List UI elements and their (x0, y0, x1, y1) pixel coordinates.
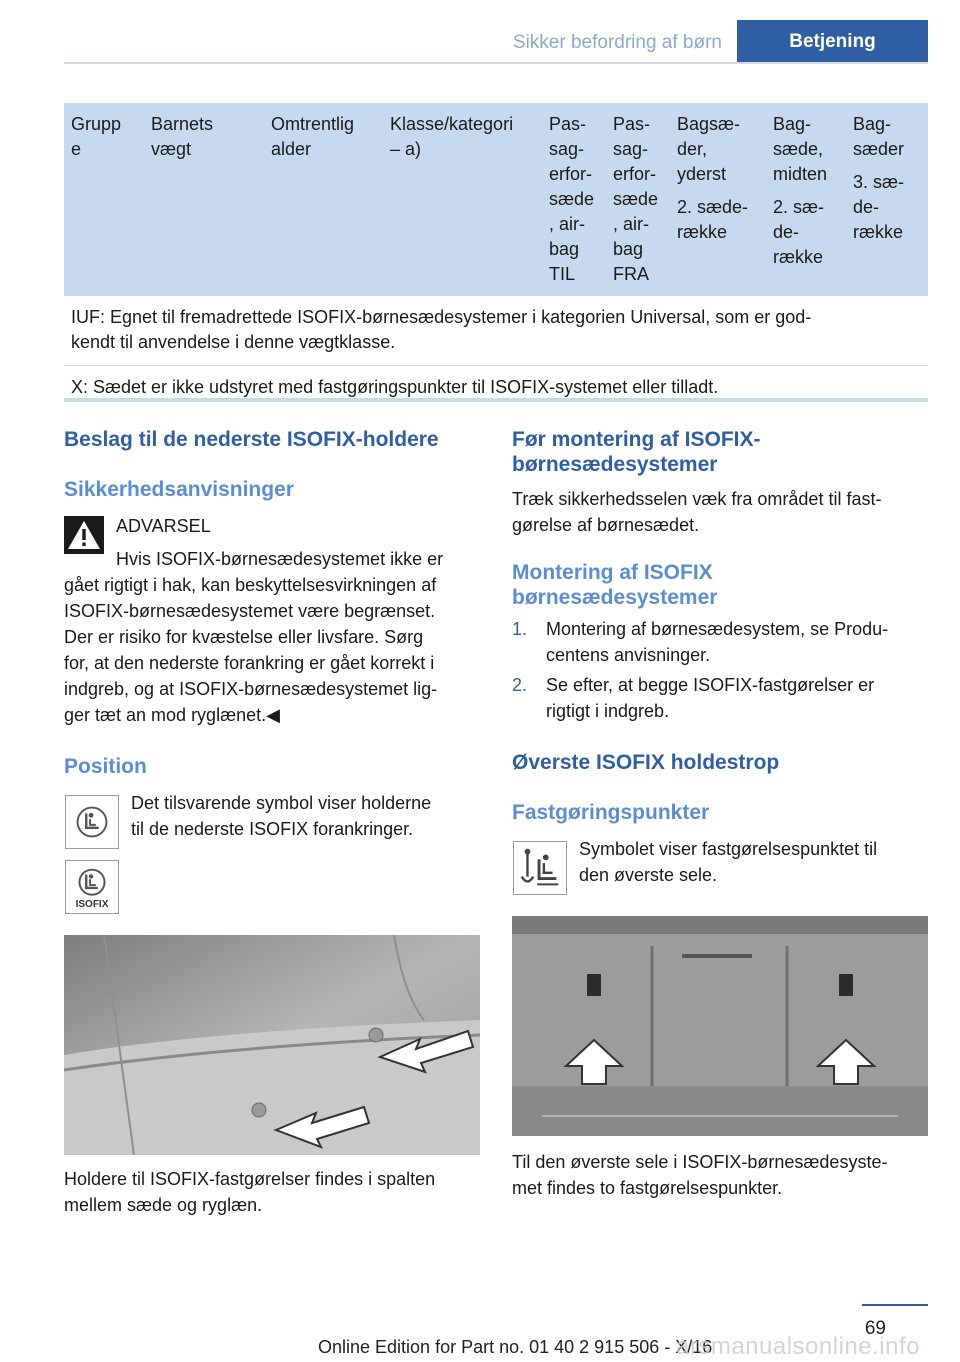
watermark: arsmanualsonline.info (676, 1333, 920, 1360)
isofix-icon-label: ISOFIX (75, 899, 109, 910)
fastening-text-line: Symbolet viser fastgørelsespunktet til (579, 839, 878, 859)
table-header-cell: Pas- sag- erfor- sæde , air- bag FRA (606, 103, 670, 296)
intro-text-line: gørelse af børnesædet. (512, 515, 700, 535)
table-header-cell: Bagsæ- der, yderst 2. sæde- række (670, 103, 766, 296)
isofix-table (64, 103, 928, 410)
warning-text-line: Hvis ISOFIX-børnesædesystemet ikke er (116, 549, 444, 569)
table-header-cell: Bag- sæder 3. sæ- de- række (846, 103, 928, 296)
position-text-line: til de nederste ISOFIX forankringer. (131, 819, 414, 839)
seat-photo (64, 935, 480, 1155)
trunk-photo (512, 916, 928, 1136)
safety-heading: Sikkerhedsanvisninger (64, 478, 294, 501)
warning-label: ADVARSEL (116, 516, 211, 536)
footer-rule (862, 1304, 928, 1306)
table-header-cell: Barnets vægt (144, 103, 264, 296)
table-row (64, 296, 928, 366)
list-item: 2. Se efter, at begge ISOFIX-fastgørelser er rigtigt i indgreb. (512, 675, 875, 721)
table-header-cell: Klasse/kategori – a) (383, 103, 542, 296)
table-bottom-rule (64, 398, 928, 402)
section-heading-lower-isofix: Beslag til de nederste ISOFIX-holdere (64, 428, 439, 451)
table-header-cell: Omtrentlig alder (264, 103, 383, 296)
top-tether-icon (513, 841, 567, 895)
child-seat-anchor-icon (65, 795, 119, 849)
list-item: 1. Montering af børnesædesystem, se Produ- centens anvisninger. (512, 619, 889, 665)
table-row (64, 366, 928, 411)
trunk-caption-line: met findes to fastgørelsespunkter. (512, 1178, 783, 1198)
mounting-steps (512, 616, 928, 728)
section-heading-top-tether: Øverste ISOFIX holdestrop (512, 751, 780, 774)
mounting-heading: Montering af ISOFIX børnesædesystemer (512, 561, 718, 609)
table-header-cell: Bag- sæde, midten 2. sæ- de- række (766, 103, 846, 296)
fastening-text-line: den øverste sele. (579, 865, 718, 885)
table-header-cell: Pas- sag- erfor- sæde , air- bag TIL (542, 103, 606, 296)
page-number: 69 (864, 1318, 886, 1339)
position-heading: Position (64, 755, 147, 778)
table-header-row (64, 103, 928, 296)
online-edition-note: Online Edition for Part no. 01 40 2 915 506 - X/16 (318, 1337, 713, 1357)
warning-icon (64, 516, 104, 554)
warning-text: gået rigtigt i hak, kan beskyttelsesvirkningen af ISOFIX-børnesædesystemet være begrænset. Der er risiko for kvæstelse eller livsfare. Sørg for, at den nederste forankring er gået korrekt i indgreb, og at ISOFIX-børnesædesystemet lig- ger tæt an mod ryglænet.◀ (64, 575, 438, 725)
fastening-points-heading: Fastgøringspunkter (512, 801, 710, 824)
section-heading-before-mounting: Før montering af ISOFIX- børnesædesystemer (512, 428, 761, 476)
trunk-caption-line: Til den øverste sele i ISOFIX-børnesædesyste- (512, 1152, 888, 1172)
intro-text-line: Træk sikkerhedsselen væk fra området til fast- (512, 489, 882, 509)
table-note-iuf: IUF: Egnet til fremadrettede ISOFIX-børnesædesystemer i kategorien Universal, som er god- kendt til anvendelse i denne vægtklasse. (64, 296, 928, 366)
running-header-section: Sikker befordring af børn (512, 32, 722, 53)
position-text-line: Det tilsvarende symbol viser holderne (131, 793, 432, 813)
isofix-symbol-icon (65, 860, 119, 914)
header-rule (64, 62, 928, 64)
photo-caption-line: mellem sæde og ryglæn. (64, 1195, 263, 1215)
table-header-cell: Grupp e (64, 103, 144, 296)
table-note-x: X: Sædet er ikke udstyret med fastgøringspunkter til ISOFIX-systemet eller tilladt. (71, 377, 719, 397)
photo-caption-line: Holdere til ISOFIX-fastgørelser findes i spalten (64, 1169, 436, 1189)
chapter-tab: Betjening (737, 20, 928, 63)
